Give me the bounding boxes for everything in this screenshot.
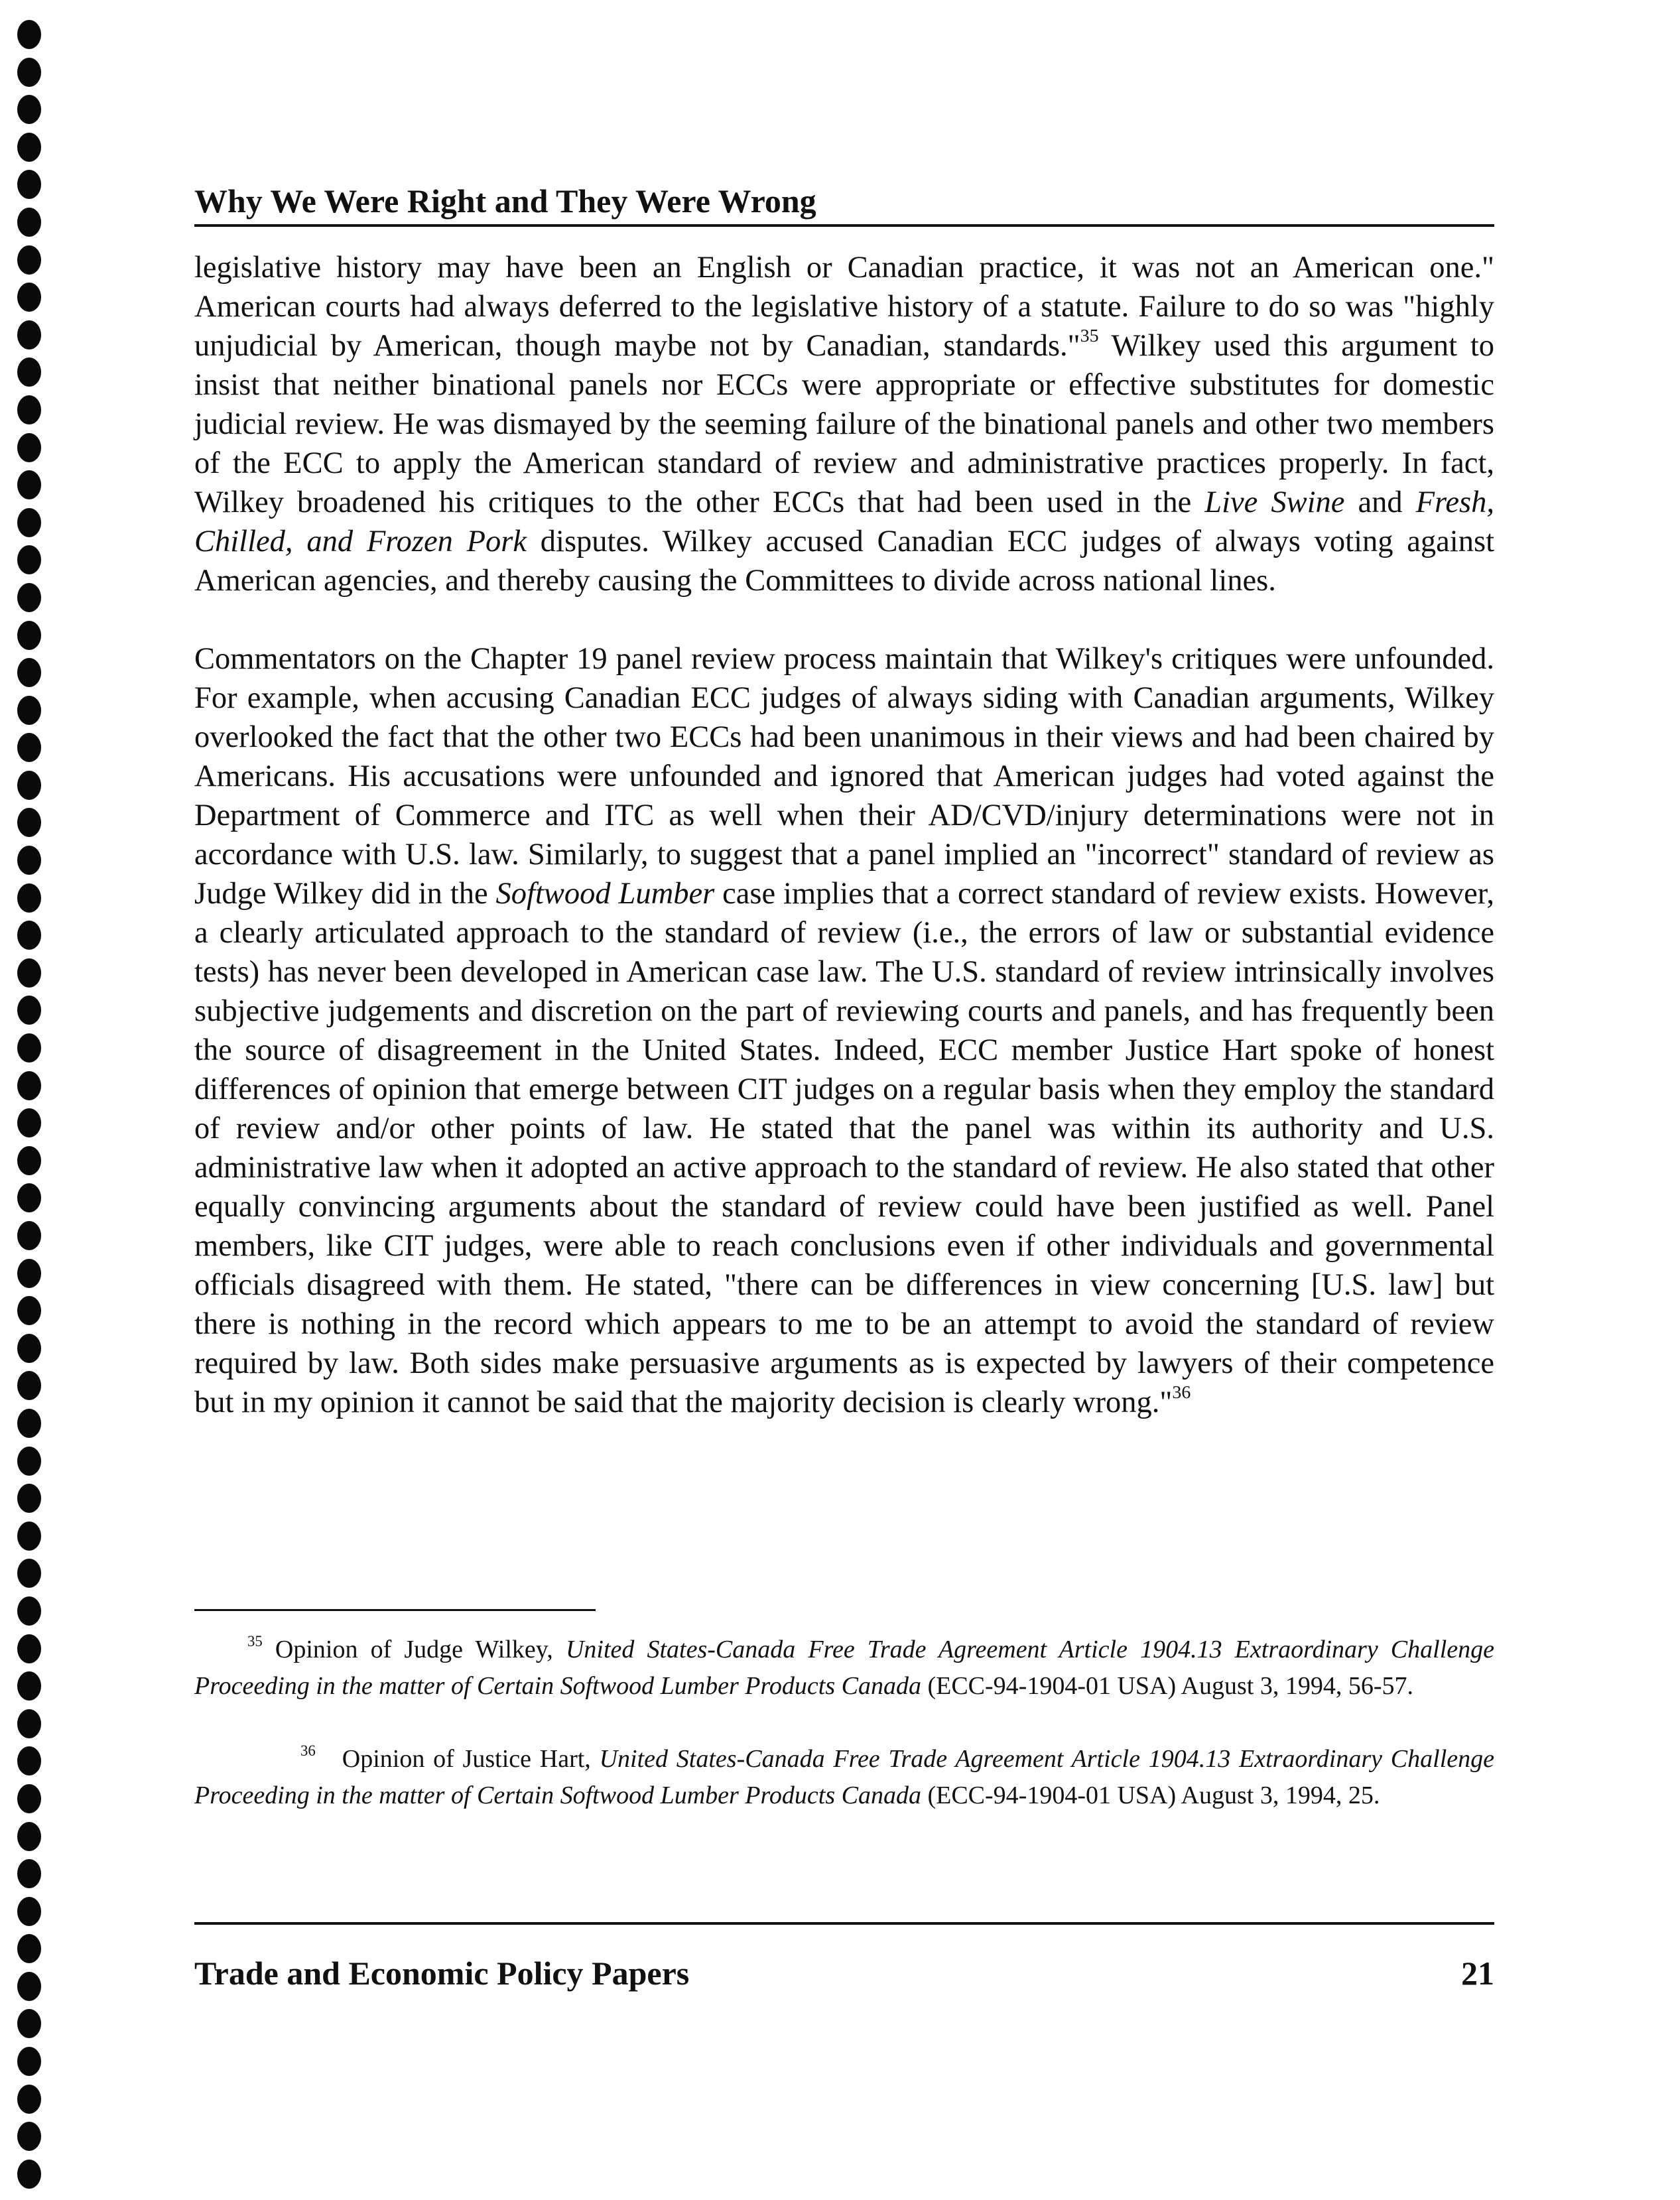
paragraph-2-text-b: case implies that a correct standard of review exists. However, a clearly articulated approach to the standard of review (i.e., the errors of law or substantial evidence tests) has never been developed in American case law. The U.S. standard of review intrinsically involves subjective judgements and discretion on the part of reviewing courts and panels, and has frequently been the source of disagreement in the United States. Indeed, ECC member Justice Hart spoke of honest differences of opinion that emerge between CIT judges on a regular basis when they employ the standard of review and/or other points of law. He stated that the panel was within its authority and U.S. administrative law when it adopted an active approach to the standard of review. He also stated that other equally convincing arguments about the standard of review could have been justified as well. Panel members, like CIT judges, were able to reach conclusions even if other individuals and governmental officials disagreed with them. He stated, "there can be differences in view concerning [U.S. law] but there is nothing in the record which appears to me to be an attempt to avoid the standard of review required by law. Both sides make persuasive arguments as is expected by lawyers of their competence but in my opinion it cannot be said that the majority decision is clearly wrong." [194, 877, 1495, 1419]
binding-hole [17, 133, 41, 162]
footnote-ref-35: 35 [1080, 326, 1099, 347]
binding-hole [17, 1371, 41, 1400]
binding-hole [17, 470, 41, 499]
case-name-pork: Fresh, Chilled, and Frozen Pork [194, 485, 1494, 558]
binding-hole [17, 696, 41, 725]
paragraph-1-text-a: legislative history may have been an English or Canadian practice, it was not an American one." American courts had always deferred to the legislative history of a statute. Failure to do so was "highly unjudicial by American, though maybe not by Canadian, standards." [194, 251, 1494, 363]
footnote-tail: (ECC-94-1904-01 USA) August 3, 1994, 56-57. [921, 1672, 1413, 1700]
binding-hole [17, 1859, 41, 1888]
binding-hole [17, 245, 41, 275]
binding-hole [17, 1709, 41, 1738]
spiral-binding-holes [15, 20, 44, 2189]
binding-hole [17, 921, 41, 950]
binding-hole [17, 733, 41, 762]
header-rule [194, 224, 1494, 227]
binding-hole [17, 1634, 41, 1663]
binding-hole [17, 846, 41, 875]
body-text [194, 248, 1494, 1461]
binding-hole [17, 2122, 41, 2151]
binding-hole [17, 2047, 41, 2076]
binding-hole [17, 1521, 41, 1551]
binding-hole [17, 1972, 41, 2001]
footnote-mark: 35 [247, 1632, 263, 1650]
page-number: 21 [1461, 1955, 1494, 1992]
binding-hole [17, 1071, 41, 1100]
footnote-35 [194, 1632, 1494, 1705]
binding-hole [17, 357, 41, 387]
case-name-live-swine: Live Swine [1204, 485, 1345, 519]
binding-hole [17, 658, 41, 687]
binding-hole [17, 508, 41, 537]
binding-hole [17, 1183, 41, 1212]
binding-hole [17, 996, 41, 1025]
case-name-softwood-lumber: Softwood Lumber [495, 877, 715, 911]
binding-hole [17, 958, 41, 988]
binding-hole [17, 1447, 41, 1476]
footnote-36 [194, 1741, 1494, 1814]
binding-hole [17, 20, 41, 49]
footnote-lead: Opinion of Judge Wilkey, [275, 1636, 566, 1663]
footer-rule [194, 1922, 1494, 1925]
binding-hole [17, 2085, 41, 2114]
binding-hole [17, 1897, 41, 1926]
binding-hole [17, 320, 41, 350]
binding-hole [17, 58, 41, 87]
binding-hole [17, 1259, 41, 1288]
binding-hole [17, 1334, 41, 1363]
footnotes [194, 1632, 1494, 1850]
footer-publication-title: Trade and Economic Policy Papers [194, 1955, 690, 1992]
binding-hole [17, 883, 41, 913]
footnote-separator [194, 1609, 596, 1611]
paragraph-1 [194, 248, 1494, 600]
binding-hole [17, 1146, 41, 1175]
binding-hole [17, 1746, 41, 1776]
footnote-ref-36: 36 [1172, 1382, 1191, 1403]
binding-hole [17, 95, 41, 124]
binding-hole [17, 1484, 41, 1513]
binding-hole [17, 621, 41, 650]
paragraph-1-text-d: disputes. Wilkey accused Canadian ECC judges of always voting against American agencies, and thereby causing the Committees to divide across national lines. [194, 525, 1494, 598]
binding-hole [17, 808, 41, 837]
paragraph-1-text-b: Wilkey used this argument to insist that neither binational panels nor ECCs were appropriate or effective substitutes for domestic judicial review. He was dismayed by the seeming failure of the binational panels and other two members of the ECC to apply the American standard of review and administrative practices properly. In fact, Wilkey broadened his critiques to the other ECCs that had been used in the [194, 329, 1495, 519]
footnote-citation: United States-Canada Free Trade Agreement Article 1904.13 Extraordinary Challenge Proceeding in the matter of Certain Softwood Lumber Products Canada [194, 1745, 1494, 1809]
paragraph-2 [194, 639, 1494, 1422]
binding-hole [17, 1296, 41, 1325]
binding-hole [17, 1822, 41, 1851]
binding-hole [17, 2160, 41, 2189]
binding-hole [17, 170, 41, 199]
paragraph-2-text-a: Commentators on the Chapter 19 panel review process maintain that Wilkey's critiques were unfounded. For example, when accusing Canadian ECC judges of always siding with Canadian arguments, Wilkey overlooked the fact that the other two ECCs had been unanimous in their views and had been chaired by Americans. His accusations were unfounded and ignored that American judges had voted against the Department of Commerce and ITC as well when their AD/CVD/injury determinations were not in accordance with U.S. law. Similarly, to suggest that a panel implied an "incorrect" standard of review as Judge Wilkey did in the [194, 642, 1494, 911]
binding-hole [17, 1934, 41, 1963]
footnote-tail: (ECC-94-1904-01 USA) August 3, 1994, 25. [921, 1781, 1380, 1809]
paragraph-1-text-c: and [1344, 485, 1416, 519]
binding-hole [17, 433, 41, 462]
binding-hole [17, 1784, 41, 1813]
footnote-citation: United States-Canada Free Trade Agreement Article 1904.13 Extraordinary Challenge Proceeding in the matter of Certain Softwood Lumber Products Canada [194, 1636, 1495, 1700]
running-head-title: Why We Were Right and They Were Wrong [194, 182, 816, 220]
binding-hole [17, 1221, 41, 1250]
binding-hole [17, 208, 41, 237]
footnote-mark: 36 [300, 1742, 316, 1759]
binding-hole [17, 1409, 41, 1438]
binding-hole [17, 1108, 41, 1137]
binding-hole [17, 1559, 41, 1588]
binding-hole [17, 1033, 41, 1063]
binding-hole [17, 1596, 41, 1626]
binding-hole [17, 283, 41, 312]
binding-hole [17, 771, 41, 800]
binding-hole [17, 583, 41, 612]
binding-hole [17, 395, 41, 424]
binding-hole [17, 1671, 41, 1701]
binding-hole [17, 545, 41, 574]
binding-hole [17, 2009, 41, 2038]
footnote-lead: Opinion of Justice Hart, [342, 1745, 600, 1773]
